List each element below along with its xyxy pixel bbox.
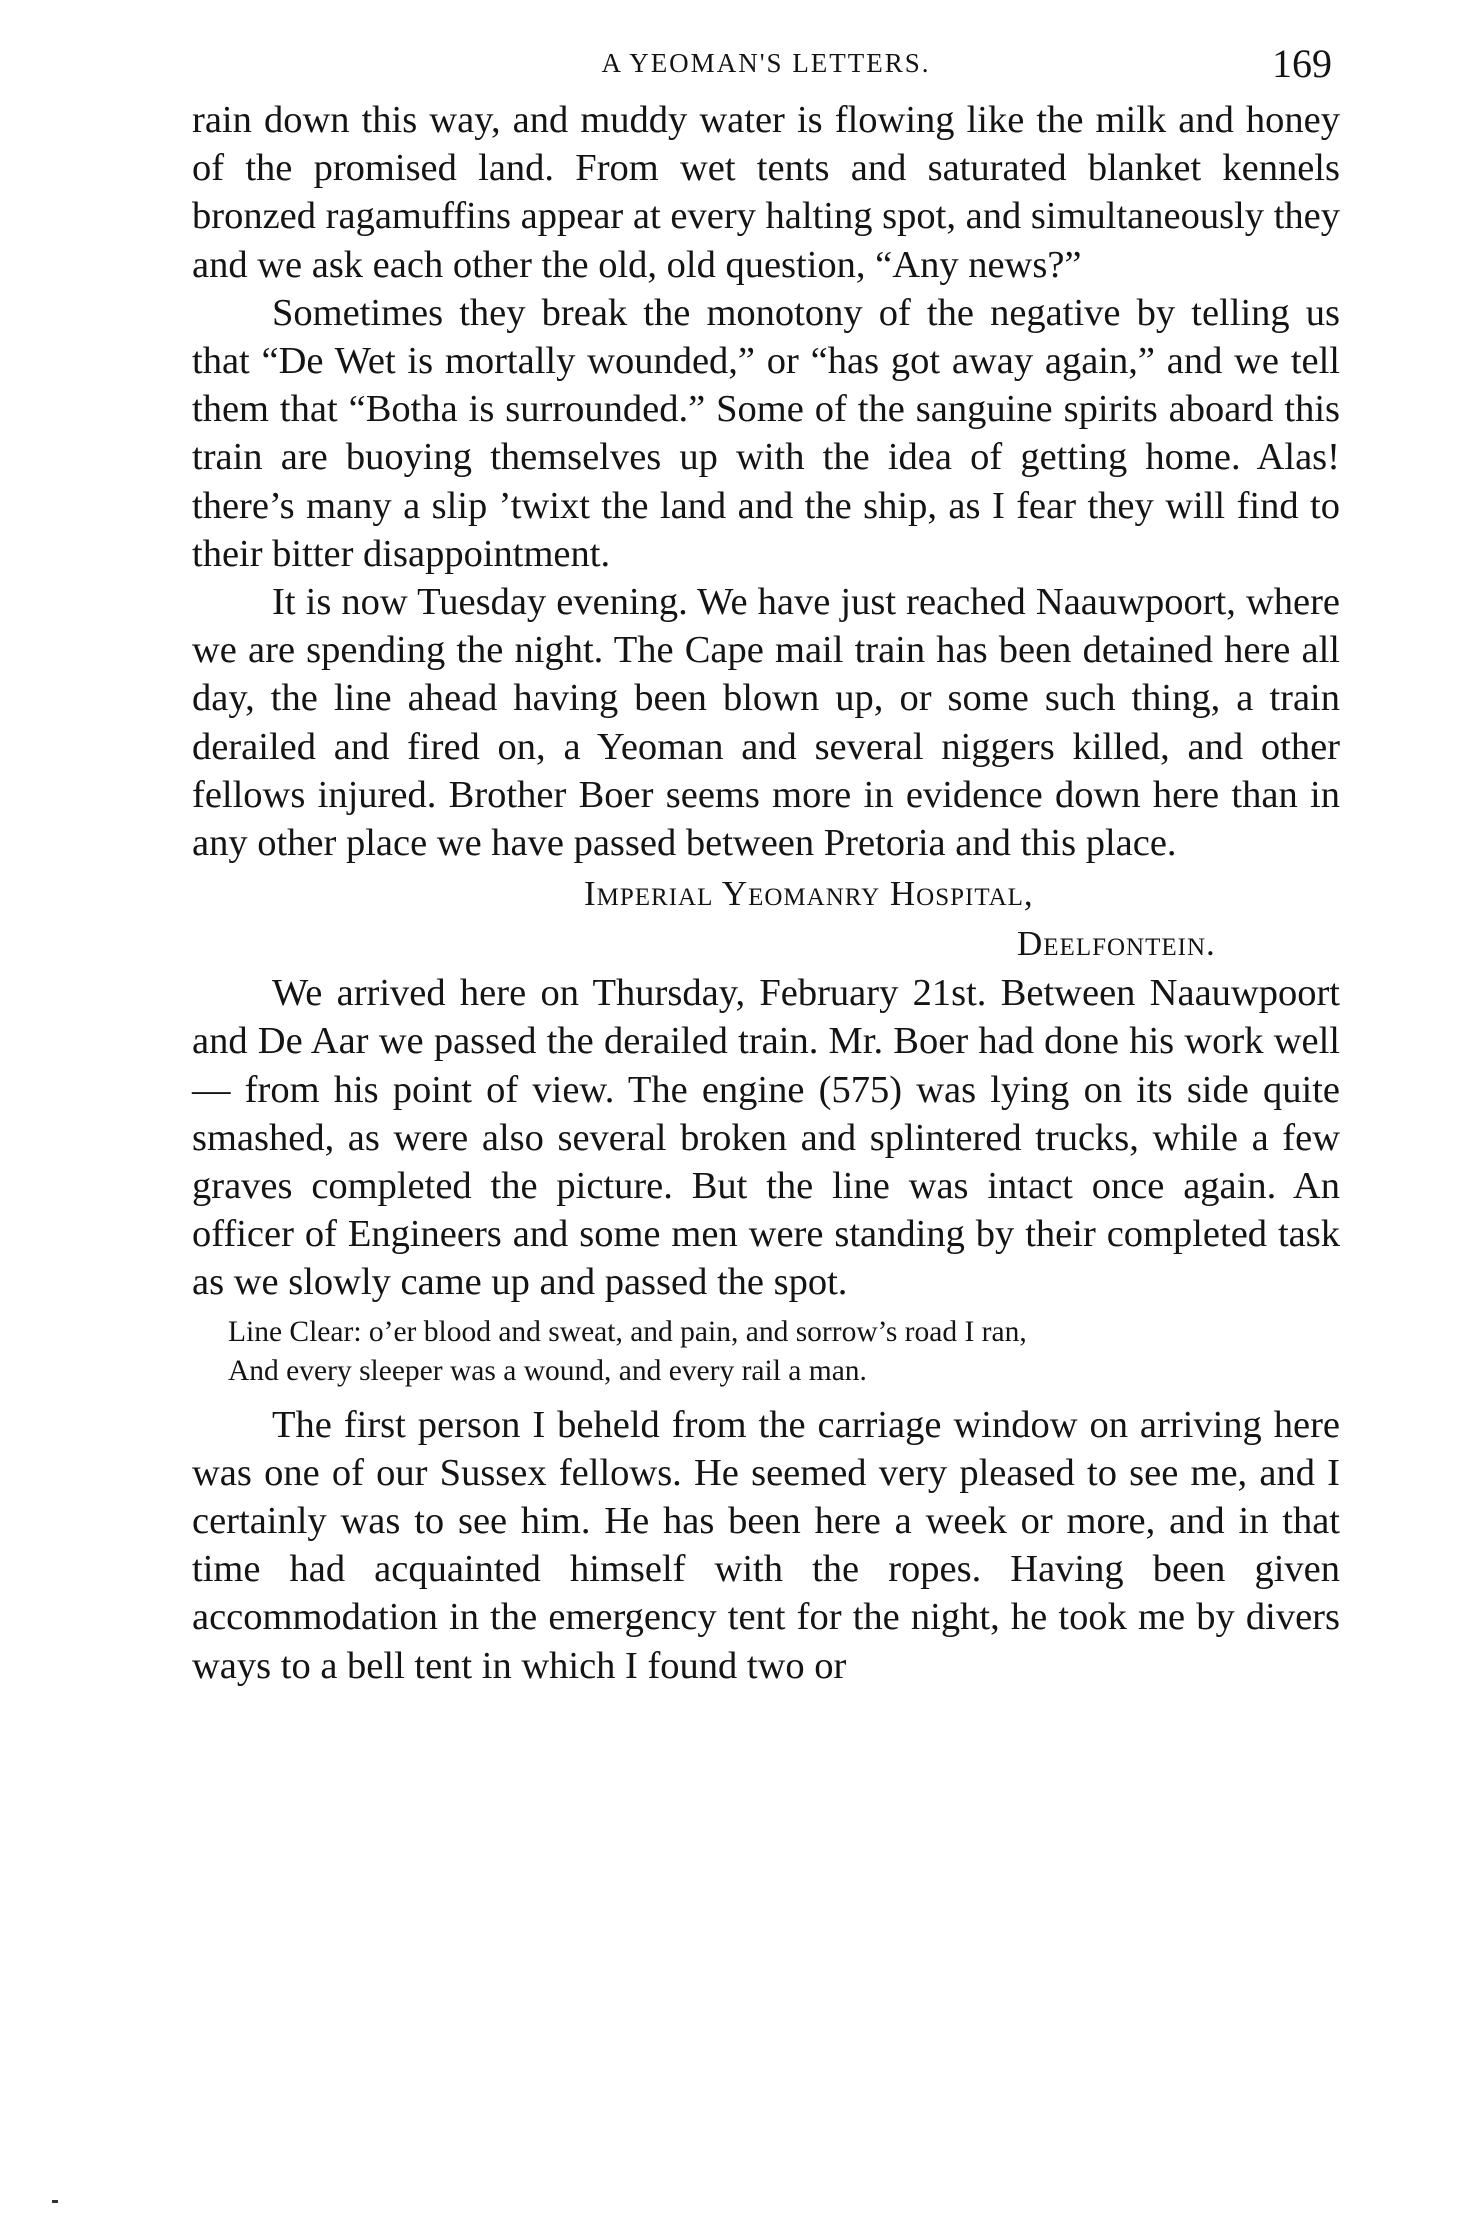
- location-heading-place: Deelfontein.: [1017, 924, 1216, 964]
- paragraph-rain-down: rain down this way, and muddy water is flowing like the milk and honey of the promised land. From wet tents and saturated blanket kennels bronzed ragamuffins appear at every halting spot, and simultaneously they and we ask each other the old, old question, “Any news?”: [192, 99, 1340, 286]
- verse-line-2: And every sleeper was a wound, and every rail a man.: [228, 1354, 867, 1387]
- running-title: A YEOMAN'S LETTERS.: [601, 48, 931, 78]
- paragraph-arrived-here: We arrived here on Thursday, February 21st. Between Naauwpoort and De Aar we passed the derailed train. Mr. Boer had done his work well — from his point of view. The engine (575) was lying on its side quite smashed, as were also several broken and splintered trucks, while a few graves completed the picture. But the line was intact once again. An officer of Engineers and some men were standing by their completed task as we slowly came up and passed the spot.: [192, 972, 1340, 1304]
- running-head: [192, 40, 1340, 96]
- verse-line-1: Line Clear: o’er blood and sweat, and pain, and sorrow’s road I ran,: [228, 1315, 1027, 1348]
- verse-quote: [192, 1313, 1340, 1391]
- paragraph-sometimes: Sometimes they break the monotony of the negative by telling us that “De Wet is mortally wounded,” or “has got away again,” and we tell them that “Botha is surrounded.” Some of the sanguine spirits aboard this train are buoying themselves up with the idea of getting home. Alas! there’s many a slip ’twixt the land and the ship, as I fear they will find to their bitter disappointment.: [192, 291, 1340, 575]
- book-page: [192, 40, 1340, 1690]
- location-heading-hospital: Imperial Yeomanry Hospital,: [584, 874, 1034, 914]
- page-number: 169: [1272, 41, 1332, 86]
- paragraph-tuesday-evening: It is now Tuesday evening. We have just reached Naauwpoort, where we are spending the night. The Cape mail train has been detained here all day, the line ahead having been blown up, or some such thing, a train derailed and fired on, a Yeoman and several niggers killed, and other fellows injured. Brother Boer seems more in evidence down here than in any other place we have passed between Pretoria and this place.: [192, 581, 1340, 865]
- scan-mark: [52, 2200, 58, 2203]
- paragraph-first-person: The first person I beheld from the carriage window on arriving here was one of our Sussex fellows. He seemed very pleased to see me, and I certainly was to see him. He has been here a week or more, and in that time had acquainted himself with the ropes. Having been given accommodation in the emergency tent for the night, he took me by divers ways to a bell tent in which I found two or: [192, 1403, 1340, 1687]
